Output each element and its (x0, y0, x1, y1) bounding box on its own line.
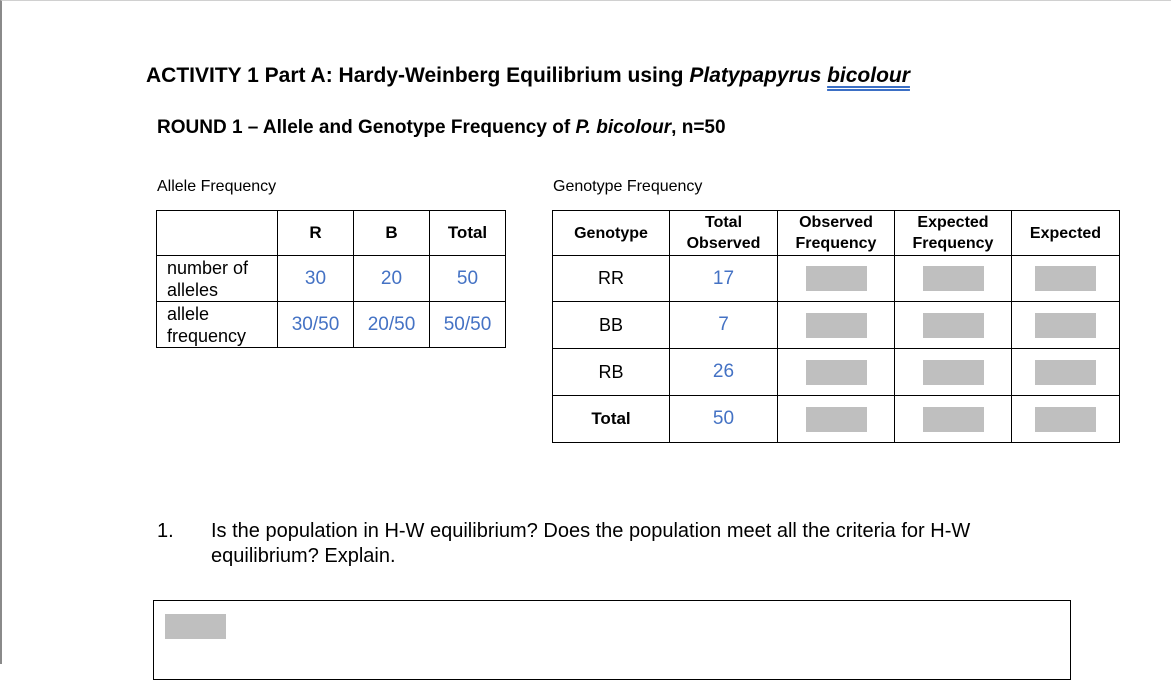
expected-cell[interactable] (1012, 256, 1120, 302)
genotype-frequency-label: Genotype Frequency (553, 178, 703, 195)
allele-count-b: 20 (354, 256, 430, 302)
allele-count-r: 30 (278, 256, 354, 302)
genotype-header-observed-frequency: Observed Frequency (778, 211, 895, 256)
genotype-header-genotype: Genotype (553, 211, 670, 256)
allele-row-number (157, 256, 506, 302)
expected-frequency-cell[interactable] (895, 396, 1012, 443)
observed-frequency-placeholder[interactable] (806, 407, 867, 432)
round-suffix: , n=50 (671, 117, 726, 138)
genotype-total-observed: 50 (670, 396, 778, 443)
observed-frequency-placeholder[interactable] (806, 266, 867, 291)
genotype-total-observed: 7 (670, 302, 778, 349)
genotype-label: RB (553, 349, 670, 396)
genotype-row-rb (553, 349, 1120, 396)
allele-header-blank (157, 211, 278, 256)
observed-frequency-cell[interactable] (778, 256, 895, 302)
answer-placeholder[interactable] (165, 614, 226, 639)
genotype-row-rr (553, 256, 1120, 302)
round-title (157, 117, 726, 139)
genotype-label: RR (553, 256, 670, 302)
allele-frequency-table (156, 210, 506, 348)
expected-placeholder[interactable] (1035, 266, 1096, 291)
genotype-total-observed: 26 (670, 349, 778, 396)
genotype-row-bb (553, 302, 1120, 349)
title-prefix: ACTIVITY 1 Part A: Hardy-Weinberg Equilibrium using (146, 64, 690, 87)
genotype-header-expected-frequency: Expected Frequency (895, 211, 1012, 256)
allele-header-row (157, 211, 506, 256)
expected-frequency-placeholder[interactable] (923, 313, 984, 338)
allele-freq-total: 50/50 (430, 302, 506, 348)
genotype-header-total-observed: Total Observed (670, 211, 778, 256)
observed-frequency-cell[interactable] (778, 302, 895, 349)
expected-frequency-placeholder[interactable] (923, 360, 984, 385)
allele-header-b: B (354, 211, 430, 256)
expected-frequency-cell[interactable] (895, 349, 1012, 396)
observed-frequency-cell[interactable] (778, 349, 895, 396)
observed-frequency-placeholder[interactable] (806, 360, 867, 385)
genotype-label: BB (553, 302, 670, 349)
allele-header-total: Total (430, 211, 506, 256)
question-number: 1. (157, 520, 174, 542)
question-text: Is the population in H-W equilibrium? Does the population meet all the criteria for H-W equilibrium? Explain. (211, 520, 971, 567)
allele-freq-r: 30/50 (278, 302, 354, 348)
observed-frequency-placeholder[interactable] (806, 313, 867, 338)
genotype-header-row (553, 211, 1120, 256)
allele-header-r: R (278, 211, 354, 256)
document-title (146, 64, 910, 88)
expected-placeholder[interactable] (1035, 407, 1096, 432)
title-genus: Platypapyrus (689, 64, 822, 87)
allele-frequency-label: Allele Frequency (157, 178, 277, 195)
answer-box[interactable] (153, 600, 1071, 680)
expected-cell[interactable] (1012, 302, 1120, 349)
expected-frequency-placeholder[interactable] (923, 266, 984, 291)
expected-cell[interactable] (1012, 349, 1120, 396)
expected-frequency-cell[interactable] (895, 302, 1012, 349)
expected-frequency-placeholder[interactable] (923, 407, 984, 432)
genotype-label: Total (553, 396, 670, 443)
allele-count-total: 50 (430, 256, 506, 302)
allele-row-frequency (157, 302, 506, 348)
observed-frequency-cell[interactable] (778, 396, 895, 443)
title-species: bicolour (827, 64, 910, 87)
genotype-total-observed: 17 (670, 256, 778, 302)
allele-freq-b: 20/50 (354, 302, 430, 348)
expected-placeholder[interactable] (1035, 360, 1096, 385)
allele-row-label: number of alleles (157, 256, 278, 302)
expected-cell[interactable] (1012, 396, 1120, 443)
expected-placeholder[interactable] (1035, 313, 1096, 338)
round-species: P. bicolour (575, 117, 672, 138)
expected-frequency-cell[interactable] (895, 256, 1012, 302)
genotype-header-expected: Expected (1012, 211, 1120, 256)
round-prefix: ROUND 1 – Allele and Genotype Frequency of (157, 117, 576, 138)
genotype-frequency-table (552, 210, 1120, 443)
genotype-row-total (553, 396, 1120, 443)
allele-row-label: allele frequency (157, 302, 278, 348)
